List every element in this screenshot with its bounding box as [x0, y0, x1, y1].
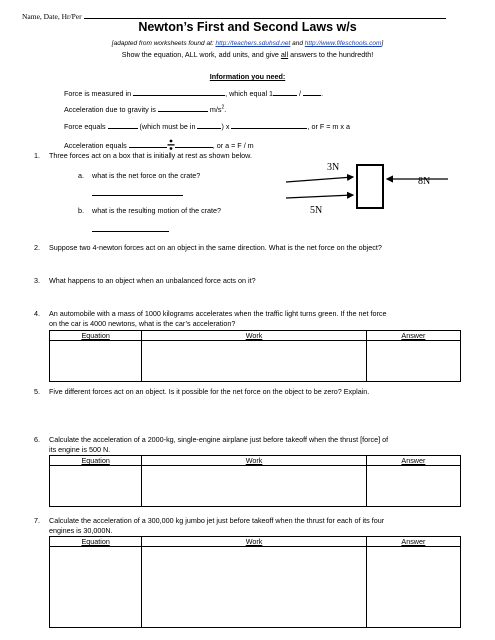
q1-number: 1.: [34, 151, 40, 160]
blank-accel-den[interactable]: [175, 140, 213, 148]
info-acceleration: Acceleration equals , or a = F / m: [64, 141, 254, 150]
source-attribution: [adapted from worksheets found at: http://teachers.sduhsd.net and http://www.fifeschools.com]: [111, 40, 384, 47]
q7-number: 7.: [34, 516, 40, 525]
q6-work-table: [49, 455, 461, 507]
blank-unit-den[interactable]: [303, 88, 321, 96]
q7-text: Calculate the acceleration of a 300,000 kg jumbo jet just before takeoff when the thrust for each of its four engines is 30,000N.: [49, 516, 385, 535]
q4-equation-header: Equation: [81, 331, 110, 340]
blank-force-factor2[interactable]: [231, 121, 307, 129]
blank-accel-num[interactable]: [129, 140, 167, 148]
q6-equation-header: Equation: [81, 456, 110, 465]
q7-answer-cell[interactable]: [366, 547, 460, 628]
q4-work-cell[interactable]: [142, 341, 367, 382]
force-label-5n: 5N: [310, 205, 323, 216]
q5-number: 5.: [34, 387, 40, 396]
q4-text: An automobile with a mass of 1000 kilograms accelerates when the traffic light turns green. If the net force on the car is 4000 newtons, what is the car’s acceleration?: [49, 309, 387, 328]
info-heading: Information you need:: [209, 72, 286, 81]
q6-text: Calculate the acceleration of a 2000-kg, single-engine airplane just before takeoff when the thrust [force] of its engine is 500 N.: [49, 435, 389, 454]
q7-work-table: [49, 536, 461, 628]
q6-answer-cell[interactable]: [366, 466, 460, 507]
q6-work-cell[interactable]: [142, 466, 367, 507]
source-link-fifeschools[interactable]: http://www.fifeschools.com: [304, 40, 382, 47]
info-gravity: Acceleration due to gravity is $m/s^2$.: [64, 104, 227, 114]
q1a-answer-line[interactable]: [92, 195, 183, 196]
blank-force-unit[interactable]: [133, 88, 225, 96]
q4-equation-cell[interactable]: [50, 341, 142, 382]
blank-gravity[interactable]: [158, 104, 208, 112]
blank-force-factor1[interactable]: [108, 121, 138, 129]
q1b-label: b.: [78, 206, 84, 215]
worksheet-title: Newton’s First and Second Laws w/s: [138, 20, 357, 34]
q7-work-header: Work: [245, 537, 263, 546]
info-force-equals: Force equals (which must be in ) x , or F = m x a: [64, 122, 350, 131]
force-arrow-top-left: [286, 177, 353, 182]
source-link-sduhsd[interactable]: http://teachers.sduhsd.net: [215, 40, 291, 47]
q4-answer-header: Answer: [401, 331, 426, 340]
force-label-3n: 3N: [327, 162, 340, 173]
q7-equation-cell[interactable]: [50, 547, 142, 628]
q2-number: 2.: [34, 243, 40, 252]
force-label-8n: 8N: [418, 176, 431, 187]
student-info-label: Name, Date, Hr/Per: [22, 12, 82, 21]
q6-work-header: Work: [245, 456, 263, 465]
instructions: Show the equation, ALL work, add units, and give all answers to the hundredth!: [121, 50, 374, 59]
q6-equation-cell[interactable]: [50, 466, 142, 507]
blank-force-unit2[interactable]: [197, 121, 221, 129]
force-diagram: [270, 158, 450, 220]
q7-equation-header: Equation: [81, 537, 110, 546]
q6-answer-header: Answer: [401, 456, 426, 465]
force-arrow-bottom-left: [286, 195, 353, 198]
q4-answer-cell[interactable]: [366, 341, 460, 382]
q3-text: What happens to an object when an unbalanced force acts on it?: [49, 276, 256, 285]
blank-unit-num[interactable]: [273, 88, 297, 96]
q4-work-table: [49, 330, 461, 382]
q1a-text: what is the net force on the crate?: [92, 171, 201, 180]
q2-text: Suppose two 4-newton forces act on an object in the same direction. What is the net force on the object?: [49, 243, 382, 252]
student-info-blank[interactable]: [84, 18, 446, 19]
q4-work-header: Work: [245, 331, 263, 340]
q3-number: 3.: [34, 276, 40, 285]
q4-number: 4.: [34, 309, 40, 318]
q7-work-cell[interactable]: [142, 547, 367, 628]
q5-text: Five different forces act on an object. Is it possible for the net force on the object to be zero? Explain.: [49, 387, 370, 396]
q1-text: Three forces act on a box that is initially at rest as shown below.: [49, 151, 252, 160]
q1b-text: what is the resulting motion of the crate?: [92, 206, 222, 215]
info-force-measured: Force is measured in , which equal 1 / .: [64, 89, 324, 98]
q1a-label: a.: [78, 171, 84, 180]
q7-answer-header: Answer: [401, 537, 426, 546]
crate-box: [357, 165, 383, 208]
q1b-answer-line[interactable]: [92, 231, 169, 232]
q6-number: 6.: [34, 435, 40, 444]
